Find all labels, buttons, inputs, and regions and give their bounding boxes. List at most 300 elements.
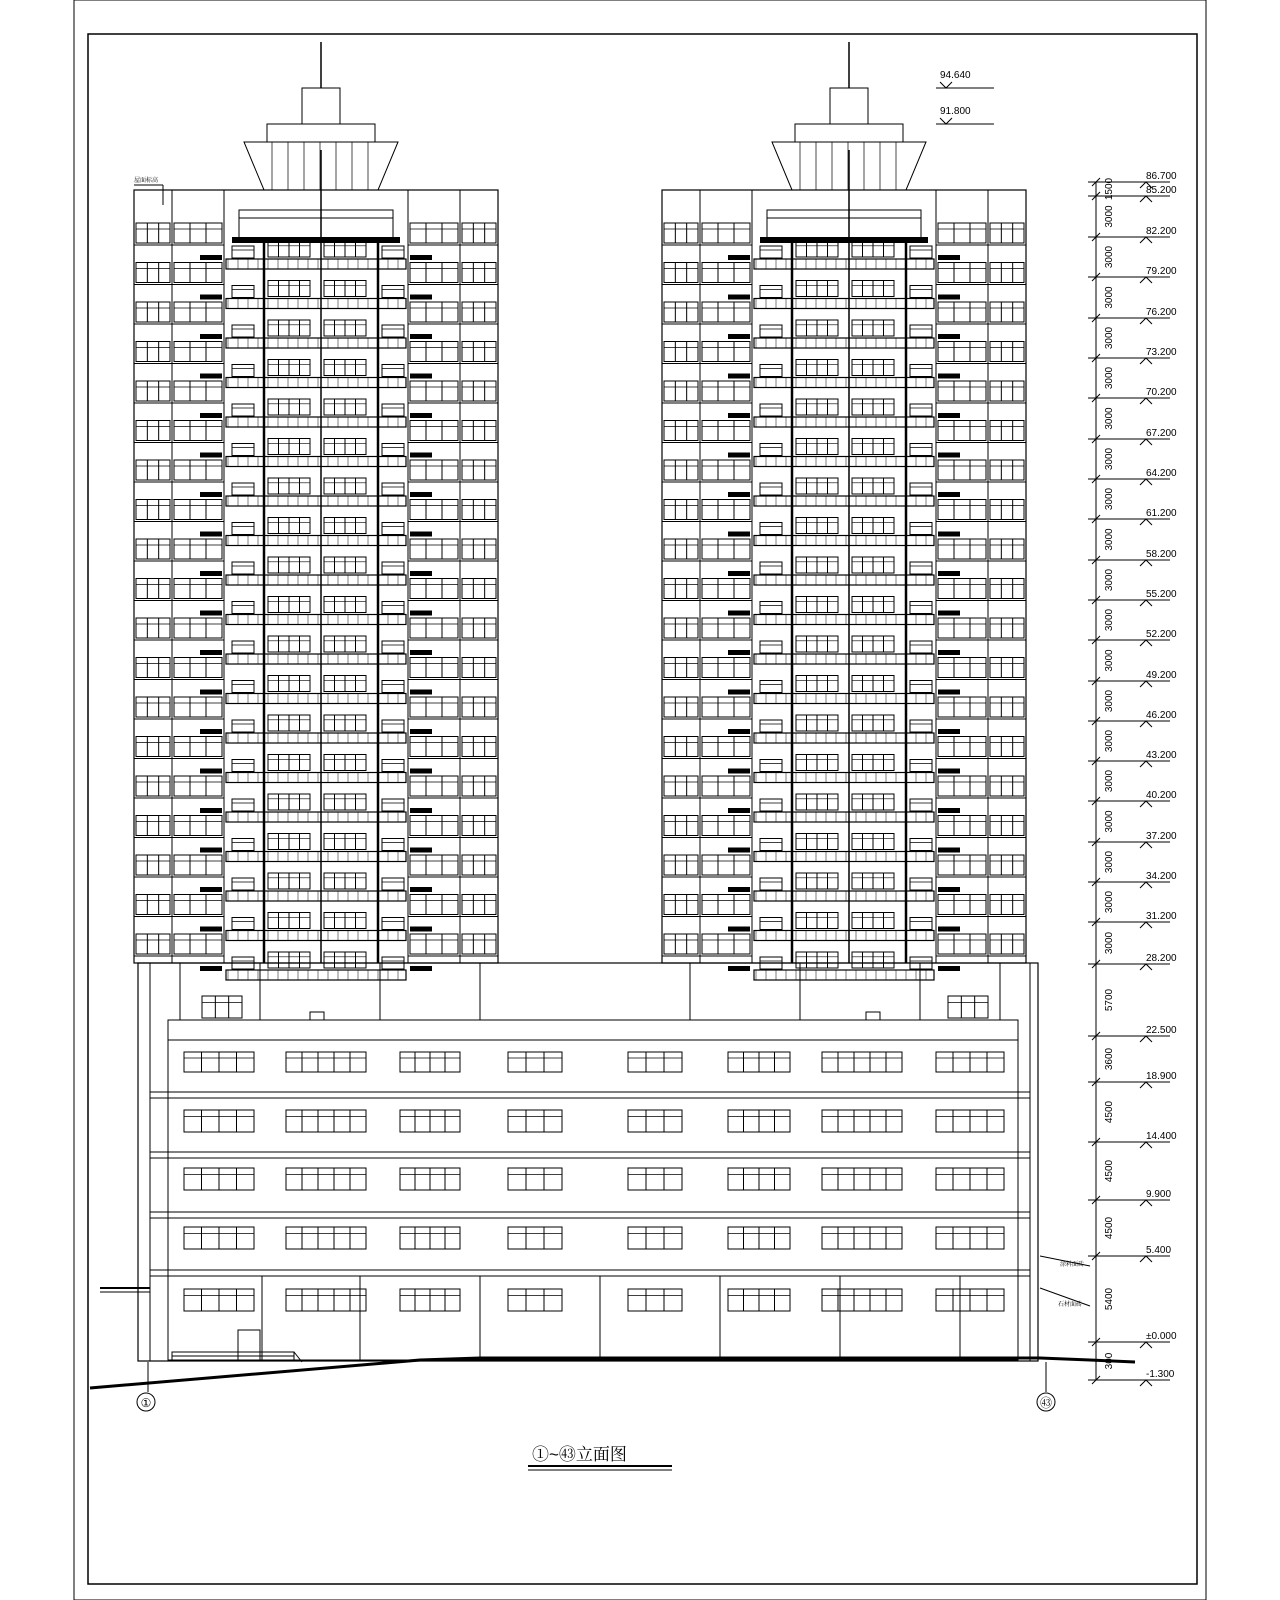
window	[174, 776, 222, 796]
spire-elevation: 91.800	[940, 106, 971, 117]
window	[938, 697, 986, 717]
level-marker	[1140, 237, 1152, 243]
dark-band	[410, 413, 432, 418]
level-elevation: 61.200	[1146, 508, 1177, 519]
window	[410, 223, 458, 243]
dark-band	[728, 453, 750, 458]
tower-top-parapet	[795, 124, 903, 142]
podium-building	[100, 963, 1038, 1361]
window	[628, 1227, 682, 1249]
level-marker	[1140, 439, 1152, 445]
dark-band	[200, 255, 222, 260]
dark-band	[938, 374, 960, 379]
window	[382, 799, 404, 811]
window	[508, 1110, 562, 1132]
window	[760, 641, 782, 653]
right-tower	[662, 42, 1026, 980]
level-marker	[1140, 761, 1152, 767]
floor-dimension: 3000	[1104, 568, 1115, 592]
window	[382, 641, 404, 653]
level-marker	[1140, 318, 1152, 324]
window	[232, 720, 254, 732]
window	[990, 816, 1024, 836]
tower-outline	[662, 190, 1026, 963]
window	[664, 223, 698, 243]
window	[174, 737, 222, 757]
window	[232, 641, 254, 653]
floor-dimension: 3000	[1104, 689, 1115, 713]
window	[382, 365, 404, 377]
window	[462, 737, 496, 757]
window	[174, 816, 222, 836]
window	[462, 460, 496, 480]
window	[136, 658, 170, 678]
dark-band	[728, 966, 750, 971]
window	[990, 381, 1024, 401]
elevation-dimension-column	[936, 70, 1177, 1386]
window	[702, 737, 750, 757]
dark-band	[410, 492, 432, 497]
window	[910, 878, 932, 890]
level-elevation: 14.400	[1146, 1131, 1177, 1142]
window	[232, 325, 254, 337]
window	[910, 365, 932, 377]
level-elevation: -1.300	[1146, 1369, 1175, 1380]
dark-band	[938, 927, 960, 932]
dark-band	[938, 255, 960, 260]
window	[174, 539, 222, 559]
window	[174, 658, 222, 678]
window	[410, 500, 458, 520]
level-elevation: 58.200	[1146, 549, 1177, 560]
level-marker	[940, 118, 952, 124]
window	[462, 539, 496, 559]
window	[760, 799, 782, 811]
window	[990, 223, 1024, 243]
window	[462, 776, 496, 796]
window	[410, 381, 458, 401]
dark-band	[938, 413, 960, 418]
floor-dimension: 300	[1104, 1352, 1115, 1370]
window	[232, 760, 254, 772]
window	[664, 776, 698, 796]
window	[938, 658, 986, 678]
window	[410, 460, 458, 480]
window	[462, 342, 496, 362]
level-marker	[1140, 1342, 1152, 1348]
dark-band	[938, 887, 960, 892]
window	[462, 618, 496, 638]
window	[760, 839, 782, 851]
window	[760, 878, 782, 890]
level-elevation: 52.200	[1146, 629, 1177, 640]
wall-note-upper: 涂料面砖	[1060, 1262, 1085, 1268]
floor-dimension: 3000	[1104, 890, 1115, 914]
level-elevation: 79.200	[1146, 266, 1177, 277]
window	[938, 816, 986, 836]
window	[938, 895, 986, 915]
dark-band	[410, 848, 432, 853]
window	[664, 737, 698, 757]
window	[382, 602, 404, 614]
window	[664, 579, 698, 599]
window	[628, 1110, 682, 1132]
floor-dimension: 3000	[1104, 769, 1115, 793]
floor-dimension: 3000	[1104, 850, 1115, 874]
window	[232, 286, 254, 298]
floor-dimension: 3000	[1104, 407, 1115, 430]
window	[990, 855, 1024, 875]
window	[508, 1168, 562, 1190]
window	[664, 539, 698, 559]
window	[938, 302, 986, 322]
window	[136, 460, 170, 480]
dark-band	[200, 729, 222, 734]
window	[760, 562, 782, 574]
window	[382, 325, 404, 337]
window	[990, 658, 1024, 678]
window	[174, 302, 222, 322]
dark-band	[200, 611, 222, 616]
dark-band	[410, 532, 432, 537]
window	[938, 381, 986, 401]
window	[410, 302, 458, 322]
window	[910, 246, 932, 258]
level-elevation: 34.200	[1146, 871, 1177, 882]
window	[286, 1289, 366, 1311]
dark-band	[410, 295, 432, 300]
dark-band	[728, 295, 750, 300]
window	[760, 602, 782, 614]
dark-band	[200, 966, 222, 971]
window	[760, 760, 782, 772]
window	[462, 579, 496, 599]
tower-top-box	[302, 88, 340, 124]
window	[232, 681, 254, 693]
level-elevation: 40.200	[1146, 790, 1177, 801]
roof-note: 屋面标高	[134, 178, 159, 184]
dark-band	[938, 492, 960, 497]
floor-dimension: 3000	[1104, 286, 1115, 309]
window	[174, 460, 222, 480]
window	[910, 404, 932, 416]
window	[136, 737, 170, 757]
level-elevation: 28.200	[1146, 953, 1177, 964]
window	[938, 934, 986, 954]
level-marker	[1140, 882, 1152, 888]
window	[990, 302, 1024, 322]
window	[462, 697, 496, 717]
window	[702, 579, 750, 599]
window	[286, 1168, 366, 1190]
window	[938, 737, 986, 757]
window	[664, 263, 698, 283]
window	[382, 246, 404, 258]
level-marker	[1140, 600, 1152, 606]
window	[410, 737, 458, 757]
window	[628, 1289, 682, 1311]
window	[938, 263, 986, 283]
window	[938, 342, 986, 362]
window	[990, 579, 1024, 599]
window	[174, 263, 222, 283]
window	[174, 223, 222, 243]
window	[938, 579, 986, 599]
level-marker	[1140, 519, 1152, 525]
window	[286, 1110, 366, 1132]
window	[948, 996, 988, 1018]
window	[136, 816, 170, 836]
window	[508, 1052, 562, 1072]
vent	[866, 1012, 880, 1020]
dark-band	[938, 650, 960, 655]
level-elevation: 73.200	[1146, 347, 1177, 358]
window	[174, 697, 222, 717]
window	[508, 1227, 562, 1249]
window	[232, 246, 254, 258]
dark-band	[938, 334, 960, 339]
window	[990, 895, 1024, 915]
dark-band	[410, 611, 432, 616]
dark-band	[410, 334, 432, 339]
window	[286, 1227, 366, 1249]
window	[462, 263, 496, 283]
window	[938, 855, 986, 875]
window	[174, 934, 222, 954]
dark-band	[728, 611, 750, 616]
window	[990, 460, 1024, 480]
window	[990, 934, 1024, 954]
window	[702, 302, 750, 322]
floor-dimension: 5700	[1104, 988, 1115, 1012]
floor-dimension: 3000	[1104, 205, 1115, 228]
level-elevation: 9.900	[1146, 1189, 1172, 1200]
window	[136, 539, 170, 559]
dark-band	[200, 808, 222, 813]
window	[760, 444, 782, 456]
dark-band	[410, 650, 432, 655]
window	[664, 697, 698, 717]
window	[382, 918, 404, 930]
window	[462, 302, 496, 322]
window	[410, 421, 458, 441]
window	[382, 286, 404, 298]
window	[702, 855, 750, 875]
window	[174, 381, 222, 401]
window	[822, 1052, 902, 1072]
level-marker	[1140, 560, 1152, 566]
dark-band	[200, 650, 222, 655]
entrance-stair	[172, 1352, 302, 1362]
dark-band	[728, 887, 750, 892]
axis-label-end: ㊸	[1039, 1396, 1053, 1410]
level-elevation: 31.200	[1146, 911, 1177, 922]
window	[136, 223, 170, 243]
window	[382, 404, 404, 416]
balcony-rail	[754, 970, 934, 980]
level-elevation: 43.200	[1146, 750, 1177, 761]
window	[664, 895, 698, 915]
dark-band	[938, 729, 960, 734]
dark-band	[728, 492, 750, 497]
level-marker	[1140, 721, 1152, 727]
level-elevation: 64.200	[1146, 468, 1177, 479]
window	[174, 618, 222, 638]
window	[910, 918, 932, 930]
window	[702, 697, 750, 717]
window	[462, 421, 496, 441]
dark-band	[728, 334, 750, 339]
level-elevation: ±0.000	[1146, 1331, 1177, 1342]
window	[822, 1168, 902, 1190]
spire-elevation: 94.640	[940, 70, 971, 81]
window	[910, 799, 932, 811]
dark-band	[200, 848, 222, 853]
window	[702, 539, 750, 559]
dark-band	[728, 571, 750, 576]
dark-band	[728, 374, 750, 379]
window	[628, 1052, 682, 1072]
window	[232, 523, 254, 535]
floor-dimension: 1500	[1104, 177, 1115, 201]
window	[174, 855, 222, 875]
window	[628, 1168, 682, 1190]
crown-band	[760, 237, 928, 243]
window	[910, 641, 932, 653]
dark-band	[938, 453, 960, 458]
level-elevation: 86.700	[1146, 171, 1177, 182]
window	[664, 816, 698, 836]
level-elevation: 70.200	[1146, 387, 1177, 398]
window	[382, 839, 404, 851]
dark-band	[938, 966, 960, 971]
window	[462, 658, 496, 678]
level-marker	[1140, 1256, 1152, 1262]
window	[382, 523, 404, 535]
window	[382, 878, 404, 890]
dark-band	[938, 611, 960, 616]
window	[990, 342, 1024, 362]
ground-line	[90, 1358, 1135, 1388]
window	[136, 302, 170, 322]
level-elevation: 22.500	[1146, 1025, 1177, 1036]
dark-band	[410, 453, 432, 458]
dark-band	[728, 769, 750, 774]
window	[664, 618, 698, 638]
dark-band	[938, 808, 960, 813]
window	[202, 996, 242, 1018]
window	[136, 895, 170, 915]
level-marker	[1140, 398, 1152, 404]
window	[910, 483, 932, 495]
level-marker	[1140, 1036, 1152, 1042]
floor-dimension: 3000	[1104, 649, 1115, 672]
dark-band	[200, 295, 222, 300]
window	[462, 816, 496, 836]
dark-band	[410, 255, 432, 260]
window	[910, 523, 932, 535]
window	[232, 918, 254, 930]
window	[760, 681, 782, 693]
balcony-rail	[226, 970, 406, 980]
level-marker	[1140, 479, 1152, 485]
dark-band	[938, 295, 960, 300]
floor-dimension: 3000	[1104, 326, 1115, 350]
window	[410, 895, 458, 915]
window	[174, 895, 222, 915]
window	[760, 246, 782, 258]
dark-band	[200, 927, 222, 932]
window	[990, 697, 1024, 717]
floor-dimension: 3000	[1104, 487, 1115, 511]
window	[410, 539, 458, 559]
window	[462, 500, 496, 520]
window	[910, 286, 932, 298]
window	[760, 286, 782, 298]
window	[760, 523, 782, 535]
window	[382, 720, 404, 732]
dark-band	[200, 690, 222, 695]
dark-band	[410, 808, 432, 813]
level-marker	[1140, 1200, 1152, 1206]
window	[664, 421, 698, 441]
level-marker	[1140, 196, 1152, 202]
window	[760, 325, 782, 337]
level-marker	[1140, 1380, 1152, 1386]
window	[938, 460, 986, 480]
floor-dimension: 3000	[1104, 810, 1115, 833]
window	[702, 934, 750, 954]
window	[990, 500, 1024, 520]
window	[664, 302, 698, 322]
floor-dimension: 5400	[1104, 1287, 1115, 1311]
dark-band	[200, 571, 222, 576]
window	[382, 760, 404, 772]
dark-band	[938, 571, 960, 576]
dark-band	[938, 532, 960, 537]
window	[232, 404, 254, 416]
window	[938, 421, 986, 441]
dark-band	[728, 650, 750, 655]
window	[136, 342, 170, 362]
window	[910, 602, 932, 614]
floor-dimension: 3600	[1104, 1047, 1115, 1071]
window	[910, 562, 932, 574]
dark-band	[200, 453, 222, 458]
window	[702, 460, 750, 480]
window	[382, 562, 404, 574]
floor-dimension: 3000	[1104, 447, 1115, 471]
window	[664, 500, 698, 520]
dark-band	[200, 887, 222, 892]
window	[990, 776, 1024, 796]
window	[702, 776, 750, 796]
tower-crown	[239, 210, 393, 240]
level-marker	[1140, 964, 1152, 970]
window	[822, 1110, 902, 1132]
window	[232, 878, 254, 890]
window	[990, 421, 1024, 441]
window	[136, 263, 170, 283]
level-marker	[940, 82, 952, 88]
window	[382, 681, 404, 693]
window	[990, 737, 1024, 757]
floor-dimension: 3000	[1104, 245, 1115, 269]
window	[410, 934, 458, 954]
floor-dimension: 3000	[1104, 608, 1115, 632]
window	[910, 325, 932, 337]
level-marker	[1140, 681, 1152, 687]
